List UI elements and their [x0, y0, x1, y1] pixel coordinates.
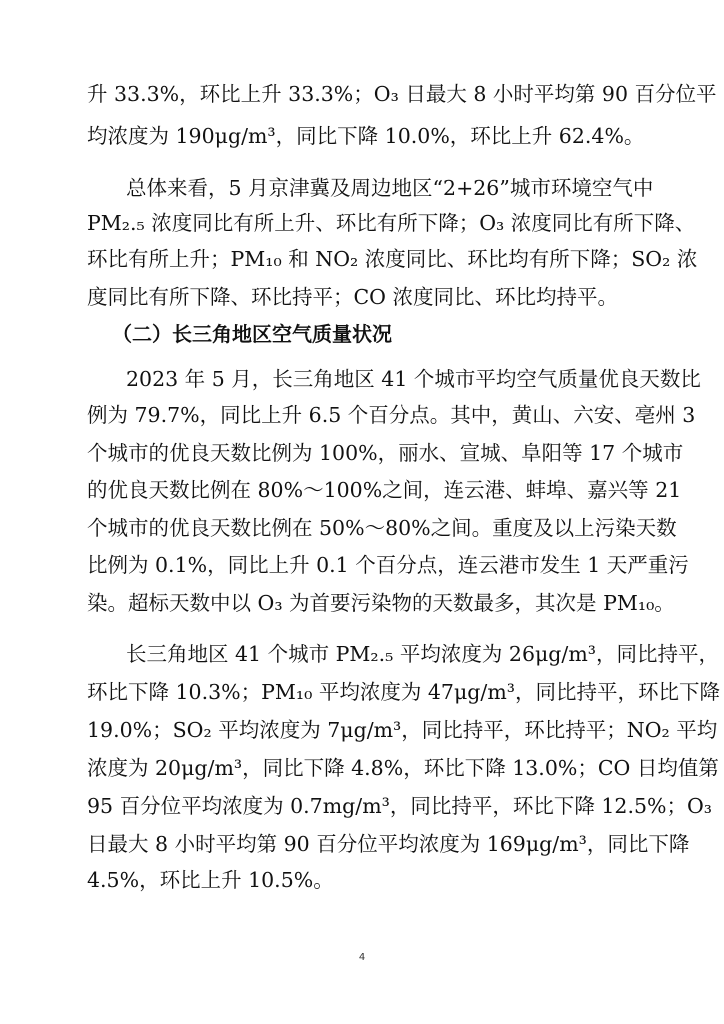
text-line: 比例为 0.1%，同比上升 0.1 个百分点，连云港市发生 1 天严重污: [87, 553, 689, 577]
text-line: 浓度为 20μg/m³，同比下降 4.8%，环比下降 13.0%；CO 日均值第: [87, 756, 719, 780]
text-line: 环比下降 10.3%；PM₁₀ 平均浓度为 47μg/m³，同比持平，环比下降: [87, 680, 720, 704]
text-line: 均浓度为 190μg/m³，同比下降 10.0%，环比上升 62.4%。: [87, 124, 645, 148]
section-heading: （二）长三角地区空气质量状况: [112, 322, 392, 346]
text-line: 4.5%，环比上升 10.5%。: [87, 868, 334, 892]
page-number: 4: [358, 952, 366, 963]
text-line: 19.0%；SO₂ 平均浓度为 7μg/m³，同比持平，环比持平；NO₂ 平均: [87, 718, 718, 742]
text-line: 95 百分位平均浓度为 0.7mg/m³，同比持平，环比下降 12.5%；O₃: [87, 794, 713, 818]
text-line: 例为 79.7%，同比上升 6.5 个百分点。其中，黄山、六安、亳州 3: [87, 403, 696, 427]
text-line: 的优良天数比例在 80%～100%之间，连云港、蚌埠、嘉兴等 21: [87, 478, 682, 502]
text-line: 总体来看，5 月京津冀及周边地区“2+26”城市环境空气中: [126, 176, 654, 200]
text-line: 2023 年 5 月，长三角地区 41 个城市平均空气质量优良天数比: [126, 367, 701, 391]
text-line: 个城市的优良天数比例在 50%～80%之间。重度及以上污染天数: [87, 516, 677, 540]
text-line: 日最大 8 小时平均第 90 百分位平均浓度为 169μg/m³，同比下降: [87, 832, 690, 856]
text-line: 长三角地区 41 个城市 PM₂.₅ 平均浓度为 26μg/m³，同比持平，: [126, 642, 719, 666]
text-line: 升 33.3%，环比上升 33.3%；O₃ 日最大 8 小时平均第 90 百分位平: [87, 82, 717, 106]
text-line: 染。超标天数中以 O₃ 为首要污染物的天数最多，其次是 PM₁₀。: [87, 591, 675, 615]
text-line: 个城市的优良天数比例为 100%，丽水、宣城、阜阳等 17 个城市: [87, 441, 684, 465]
text-line: 环比有所上升；PM₁₀ 和 NO₂ 浓度同比、环比均有所下降；SO₂ 浓: [87, 247, 698, 271]
text-line: 度同比有所下降、环比持平；CO 浓度同比、环比均持平。: [87, 285, 619, 309]
text-line: PM₂.₅ 浓度同比有所上升、环比有所下降；O₃ 浓度同比有所下降、: [87, 211, 696, 235]
